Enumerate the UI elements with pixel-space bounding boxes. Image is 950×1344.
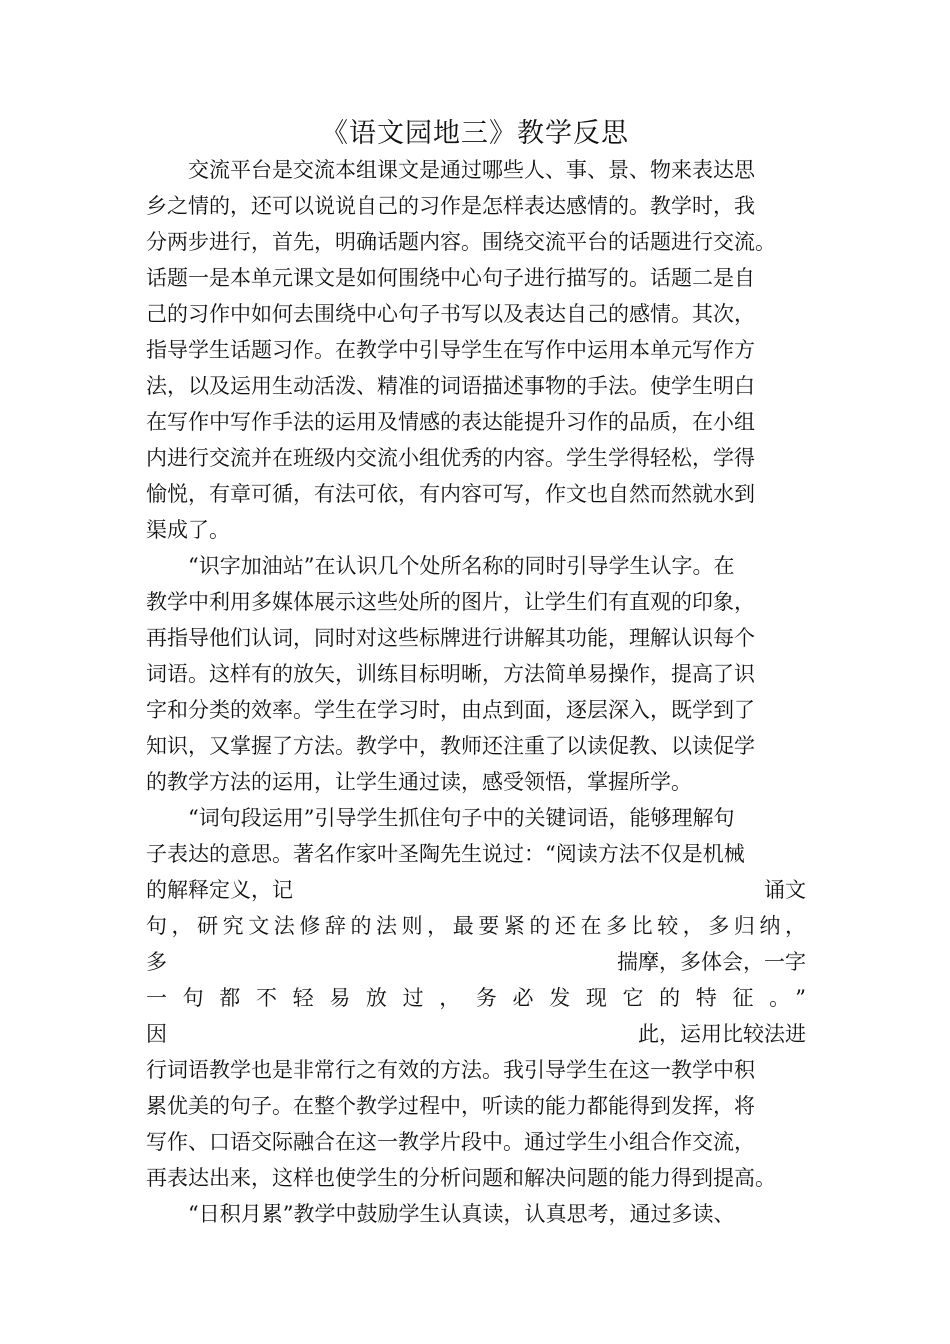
text-line: 再指导他们认词，同时对这些标牌进行讲解其功能，理解认识每个 <box>146 626 755 650</box>
text-line: 因 <box>146 1022 167 1046</box>
text-line: 的教学方法的运用，让学生通过读，感受领悟，掌握所学。 <box>146 770 692 794</box>
text-line: 知识，又掌握了方法。教学中，教师还注重了以读促教、以读促学 <box>146 734 755 758</box>
document-title: 《语文园地三》教学反思 <box>321 118 629 149</box>
text-line: 分两步进行，首先，明确话题内容。围绕交流平台的话题进行交流。 <box>146 230 776 254</box>
text-line: 指导学生话题习作。在教学中引导学生在写作中运用本单元写作方 <box>146 338 755 362</box>
text-line: 字和分类的效率。学生在学习时，由点到面，逐层深入，既学到了 <box>146 698 755 722</box>
text-line: 子表达的意思。著名作家叶圣陶先生说过：“阅读方法不仅是机械 <box>146 842 745 866</box>
text-line: 交流平台是交流本组课文是通过哪些人、事、景、物来表达思 <box>188 158 755 182</box>
text-line: 的解释定义，记 <box>146 878 293 902</box>
text-line: 揣摩，多体会，一字 <box>617 950 806 974</box>
text-line: 写作、口语交际融合在这一教学片段中。通过学生小组合作交流， <box>146 1130 755 1154</box>
text-line: 累优美的句子。在整个教学过程中，听读的能力都能得到发挥，将 <box>146 1094 755 1118</box>
text-line: “日积月累”教学中鼓励学生认真读，认真思考，通过多读、 <box>188 1202 735 1226</box>
text-line: 再表达出来，这样也使学生的分析问题和解决问题的能力得到提高。 <box>146 1166 776 1190</box>
text-line: 教学中利用多媒体展示这些处所的图片，让学生们有直观的印象， <box>146 590 755 614</box>
text-line: 愉悦，有章可循，有法可依，有内容可写，作文也自然而然就水到 <box>146 482 755 506</box>
text-line: 己的习作中如何去围绕中心句子书写以及表达自己的感情。其次， <box>146 302 755 326</box>
text-line: “识字加油站”在认识几个处所名称的同时引导学生认字。在 <box>188 554 735 578</box>
text-line: 法，以及运用生动活泼、精准的词语描述事物的手法。使学生明白 <box>146 374 755 398</box>
text-line: 内进行交流并在班级内交流小组优秀的内容。学生学得轻松，学得 <box>146 446 755 470</box>
text-line: 乡之情的，还可以说说自己的习作是怎样表达感情的。教学时，我 <box>146 194 755 218</box>
text-line: “词句段运用”引导学生抓住句子中的关键词语，能够理解句 <box>188 806 735 830</box>
text-line: 词语。这样有的放矢，训练目标明晰，方法简单易操作，提高了识 <box>146 662 755 686</box>
text-line: 渠成了。 <box>146 518 230 542</box>
text-line: 在写作中写作手法的运用及情感的表达能提升习作的品质，在小组 <box>146 410 755 434</box>
text-line: 诵文 <box>764 878 806 902</box>
text-line: 话题一是本单元课文是如何围绕中心句子进行描写的。话题二是自 <box>146 266 755 290</box>
text-line: 句，研究文法修辞的法则，最要紧的还在多比较，多归纳， <box>146 914 806 938</box>
text-line: 行词语教学也是非常行之有效的方法。我引导学生在这一教学中积 <box>146 1058 755 1082</box>
text-line: 此，运用比较法进 <box>638 1022 806 1046</box>
text-line: 一句都不轻易放过，务必发现它的特征。” <box>146 986 806 1010</box>
text-line: 多 <box>146 950 167 974</box>
